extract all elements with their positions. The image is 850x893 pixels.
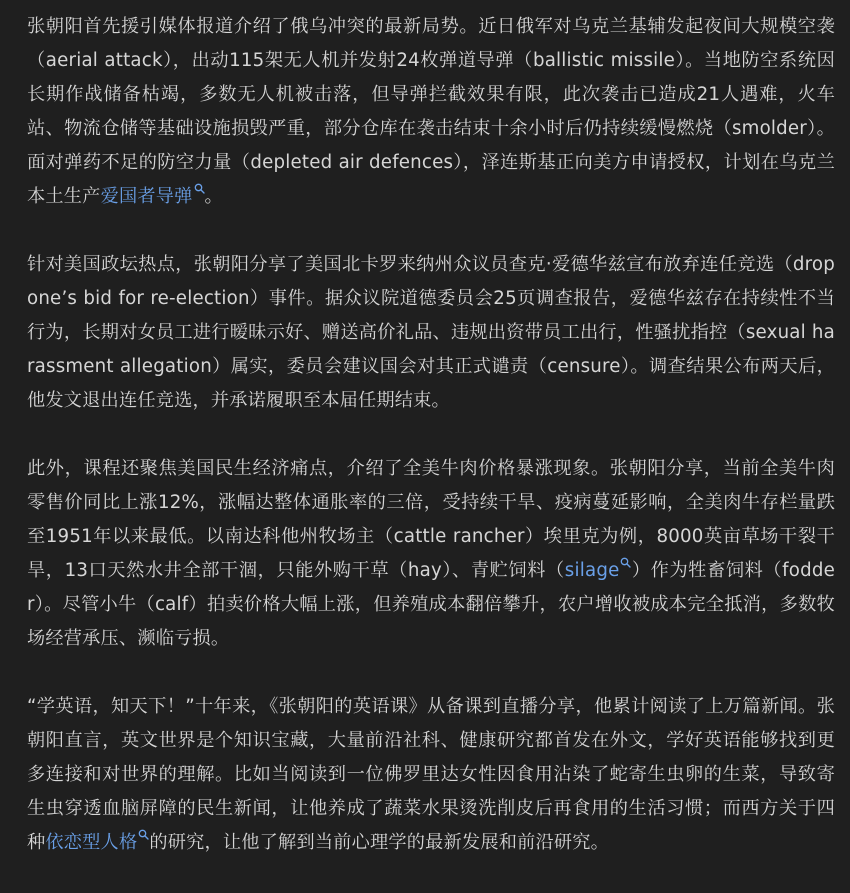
paragraph-us-politics <box>27 248 835 418</box>
paragraph-text: 的研究，让他了解到当前心理学的最新发展和前沿研究。 <box>149 832 610 853</box>
keyword-link-label[interactable]: 依恋型人格 <box>45 832 138 853</box>
paragraph-text: “学英语，知天下！”十年来，《张朝阳的英语课》从备课到直播分享，他累计阅读了上万篇新闻。张朝阳直言，英文世界是个知识宝藏，大量前沿社科、健康研究都首发在外文，学好英语能够找到更多连接和对世界的理解。比如当阅读到一位佛罗里达女性因食用沾染了蛇寄生虫卵的生菜，导致寄生虫穿透血脑屏障的民生新闻，让他养成了蔬菜水果烫洗削皮后再食用的生活习惯；而西方关于四种 <box>27 696 835 853</box>
paragraph-english-course <box>27 690 835 860</box>
paragraph-text: ）作为牲畜饲料（fodder）。尽管小牛（calf）拍卖价格大幅上涨，但养殖成本翻倍攀升，农户增收被成本完全抵消，多数牧场经营承压、濒临亏损。 <box>27 560 835 649</box>
search-icon[interactable] <box>138 829 149 840</box>
paragraph-text: 针对美国政坛热点，张朝阳分享了美国北卡罗来纳州众议员查克·爱德华兹宣布放弃连任竞选（drop one’s bid for re-election）事件。据众议院道德委员会25页调查报告，爱德华兹存在持续性不当行为，长期对女员工进行暧昧示好、赠送高价礼品、违规出资带员工出行，性骚扰指控（sexual harassment allegation）属实，委员会建议国会对其正式谴责（censure）。调查结果公布两天后，他发文退出连任竞选，并承诺履职至本届任期结束。 <box>27 254 835 411</box>
search-icon[interactable] <box>620 557 631 568</box>
paragraph-text: 。 <box>204 186 223 207</box>
article-body <box>27 10 835 860</box>
keyword-link-attachment-style[interactable] <box>45 832 149 853</box>
keyword-link-patriot-missile[interactable] <box>101 186 205 207</box>
paragraph-ukraine-war <box>27 10 835 214</box>
keyword-link-label[interactable]: 爱国者导弹 <box>100 186 193 207</box>
keyword-link-silage[interactable] <box>565 560 632 581</box>
keyword-link-label[interactable]: silage <box>564 560 620 581</box>
paragraph-text: 张朝阳首先援引媒体报道介绍了俄乌冲突的最新局势。近日俄军对乌克兰基辅发起夜间大规模空袭（aerial attack），出动115架无人机并发射24枚弹道导弹（ballistic missile）。当地防空系统因长期作战储备枯竭，多数无人机被击落，但导弹拦截效果有限，此次袭击已造成21人遇难，火车站、物流仓储等基础设施损毁严重，部分仓库在袭击结束十余小时后仍持续缓慢燃烧（smolder）。面对弹药不足的防空力量（depleted air defences），泽连斯基正向美方申请授权，计划在乌克兰本土生产 <box>27 16 835 207</box>
search-icon[interactable] <box>194 183 205 194</box>
paragraph-text: 此外，课程还聚焦美国民生经济痛点，介绍了全美牛肉价格暴涨现象。张朝阳分享，当前全美牛肉零售价同比上涨12%，涨幅达整体通胀率的三倍，受持续干旱、疫病蔓延影响，全美肉牛存栏量跌至1951年以来最低。以南达科他州牧场主（cattle rancher）埃里克为例，8000英亩草场干裂干旱，13口天然水井全部干涸，只能外购干草（hay）、青贮饲料（ <box>27 458 835 581</box>
paragraph-beef-prices <box>27 452 835 656</box>
